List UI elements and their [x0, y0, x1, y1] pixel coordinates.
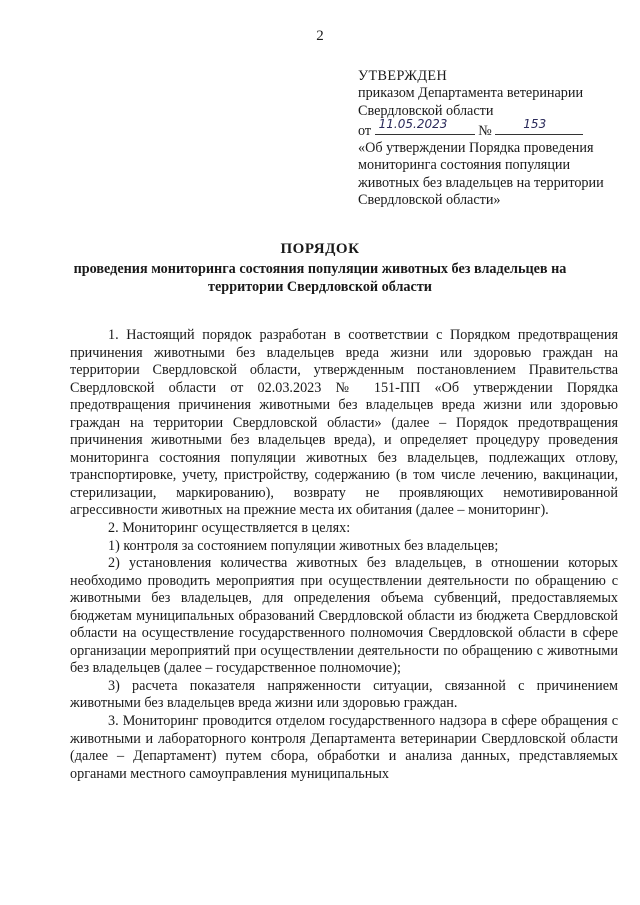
document-title: ПОРЯДОК	[280, 241, 360, 257]
approval-line-1: приказом Департамента ветеринарии	[358, 85, 584, 102]
document-subtitle-text: проведения мониторинга состояния популяции животных без владельцев на территории Свердловской области	[73, 261, 567, 295]
from-label: от	[358, 122, 372, 139]
approval-date-number-line	[358, 116, 620, 140]
paragraph-2-item-2: 2) установления количества животных без владельцев, в отношении которых необходимо проводить мероприятия при осуществлении деятельности по обращению с животными без владельцев, для определения объема субвенций, предоставляемых бюджетам муниципальных образований Свердловской области из бюджета Свердловской области на осуществление государственного полномочия Свердловской области в сфере организации мероприятий при осуществлении деятельности по обращению с животными без владельцев (далее – государственное полномочие);	[70, 555, 618, 677]
page-number: 2	[316, 28, 324, 44]
approval-block	[358, 68, 620, 209]
approval-heading: УТВЕРЖДЕН	[358, 68, 448, 84]
paragraph-1: 1. Настоящий порядок разработан в соответствии с Порядком предотвращения причинения животными без владельцев вреда жизни или здоровью граждан на территории Свердловской области, утвержденным постановлением Правительства Свердловской области от 02.03.2023 № 151-ПП «Об утверждении Порядка предотвращения причинения животными без владельцев вреда жизни или здоровью граждан на территории Свердловской области» (далее – Порядок предотвращения причинения животными без владельцев вреда), и определяет процедуру проведения мониторинга состояния популяции животных без владельцев, подлежащих отлову, транспортировке, учету, пристройству, содержанию (в том числе лечению, вакцинации, стерилизации, маркированию), возврату не проявляющих немотивированной агрессивности животных на прежние места их обитания (далее – мониторинг).	[70, 327, 618, 519]
paragraph-2: 2. Мониторинг осуществляется в целях:	[108, 520, 351, 537]
document-body	[70, 327, 618, 783]
handwritten-date: 11.05.2023	[378, 116, 448, 131]
paragraph-2-item-3: 3) расчета показателя напряженности ситуации, связанной с причинением животными без владельцев вреда жизни или здоровью граждан.	[70, 677, 618, 712]
number-field	[495, 116, 583, 135]
approval-subject: «Об утверждении Порядка проведения мониторинга состояния популяции животных без владельцев на территории Свердловской области»	[358, 140, 604, 209]
document-subtitle	[0, 261, 640, 296]
approval-line-2: Свердловской области	[358, 102, 494, 119]
handwritten-number: 153	[523, 116, 547, 131]
date-field	[375, 116, 475, 135]
number-label: №	[478, 122, 492, 139]
paragraph-3: 3. Мониторинг проводится отделом государственного надзора в сфере обращения с животными и лабораторного контроля Департамента ветеринарии Свердловской области (далее – Департамент) путем сбора, обработки и анализа данных, представляемых органами местного самоуправления муниципальных	[70, 713, 618, 782]
paragraph-2-item-1: 1) контроля за состоянием популяции животных без владельцев;	[108, 537, 499, 554]
